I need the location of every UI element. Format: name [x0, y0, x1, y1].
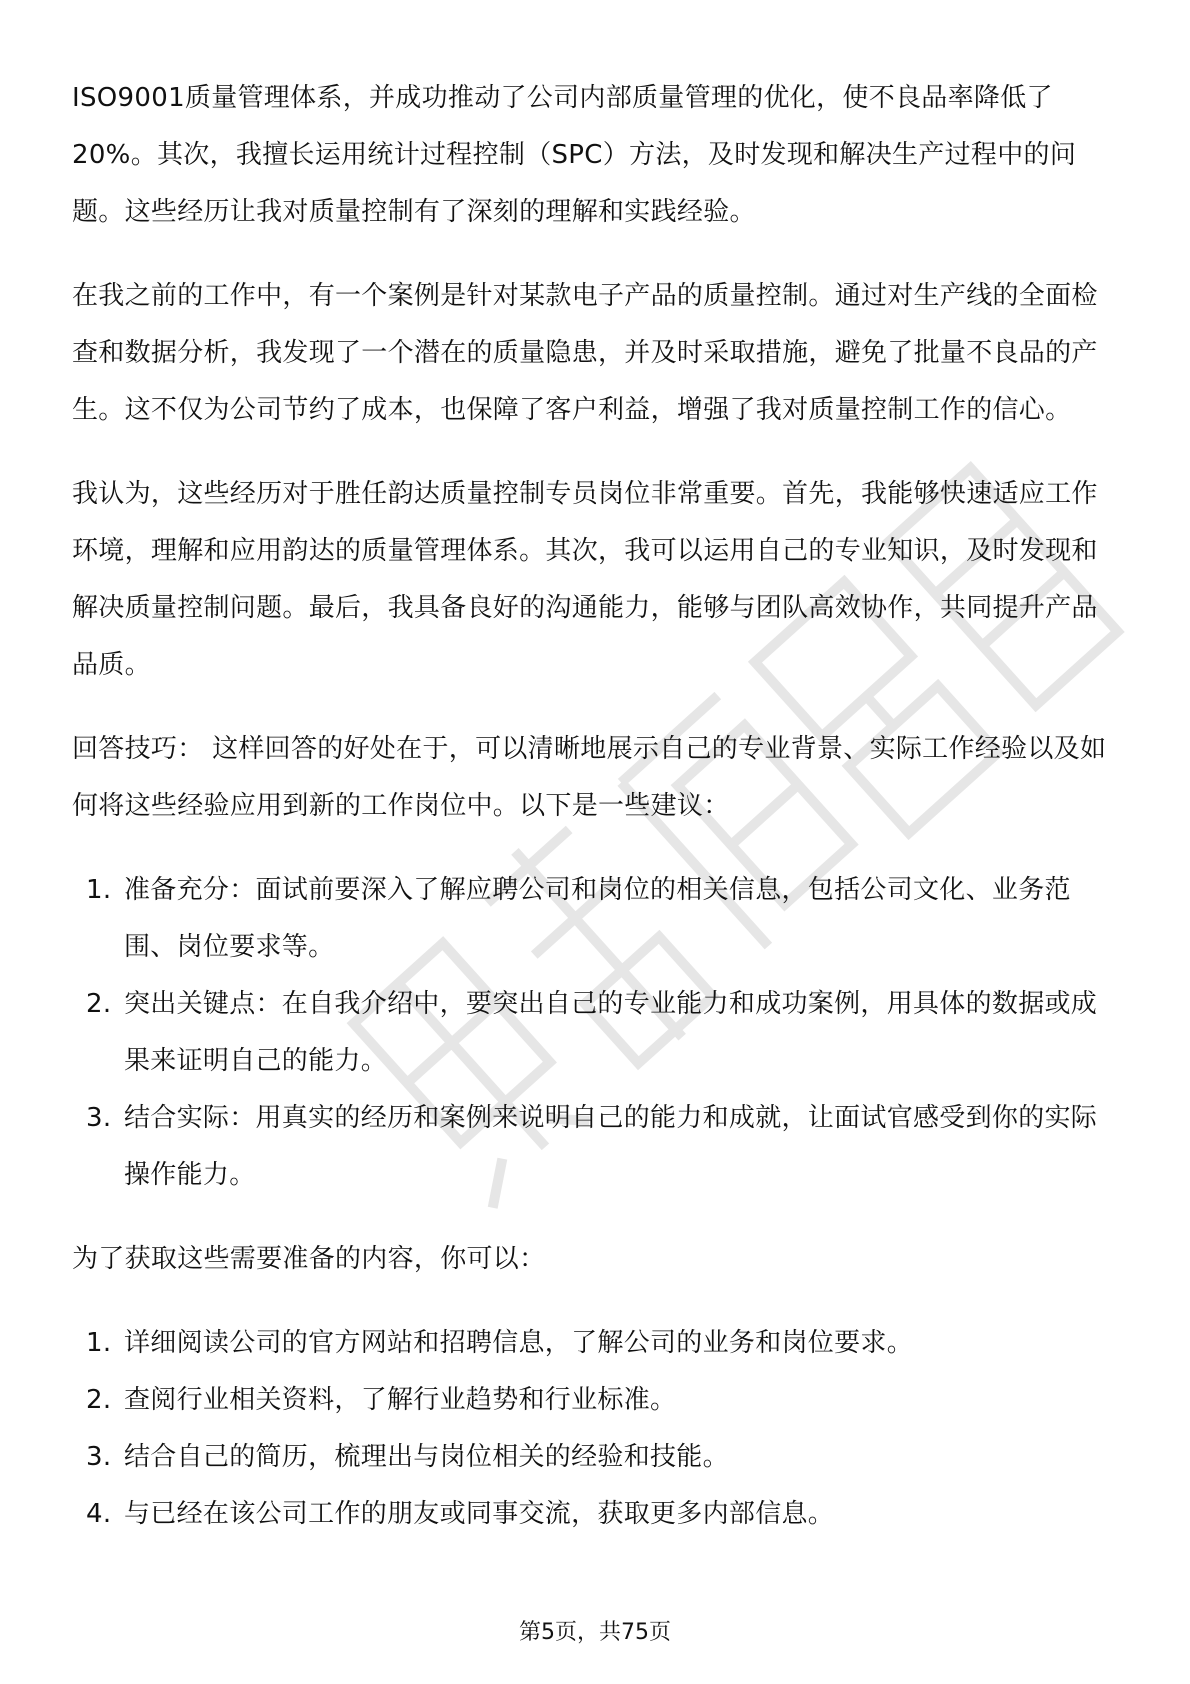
tips-list [72, 862, 1122, 1204]
list-item-text: 详细阅读公司的官方网站和招聘信息，了解公司的业务和岗位要求。 [124, 1328, 914, 1358]
list-item-number: 1. [86, 875, 112, 905]
list-item-number: 1. [86, 1328, 112, 1358]
paragraph-case-study: 在我之前的工作中，有一个案例是针对某款电子产品的质量控制。通过对生产线的全面检查和数据分析，我发现了一个潜在的质量隐患，并及时采取措施，避免了批量不良品的产生。这不仅为公司节约了成本，也保障了客户利益，增强了我对质量控制工作的信心。 [72, 281, 1098, 425]
list-item [72, 1429, 1122, 1486]
prep-list [72, 1315, 1122, 1543]
list-item-text: 结合实际：用真实的经历和案例来说明自己的能力和成就，让面试官感受到你的实际操作能力。 [124, 1103, 1098, 1190]
paragraph-answer-tips: 回答技巧： 这样回答的好处在于，可以清晰地展示自己的专业背景、实际工作经验以及如何将这些经验应用到新的工作岗位中。以下是一些建议： [72, 734, 1107, 821]
document-body [72, 70, 1122, 1570]
list-item-number: 3. [86, 1442, 112, 1472]
list-item-number: 2. [86, 989, 112, 1019]
list-item [72, 1372, 1122, 1429]
page-number-footer: 第5页，共75页 [519, 1620, 671, 1645]
list-item-text: 结合自己的简历，梳理出与岗位相关的经验和技能。 [124, 1442, 729, 1472]
list-item [72, 1315, 1122, 1372]
paragraph-relevance: 我认为，这些经历对于胜任韵达质量控制专员岗位非常重要。首先，我能够快速适应工作环境，理解和应用韵达的质量管理体系。其次，我可以运用自己的专业知识，及时发现和解决质量控制问题。最后，我具备良好的沟通能力，能够与团队高效协作，共同提升产品品质。 [72, 479, 1098, 680]
list-item-number: 3. [86, 1103, 112, 1133]
list-item-number: 4. [86, 1499, 112, 1529]
list-item-text: 查阅行业相关资料，了解行业趋势和行业标准。 [124, 1385, 677, 1415]
list-item [72, 1486, 1122, 1543]
list-item [72, 862, 1122, 976]
list-item-text: 与已经在该公司工作的朋友或同事交流，获取更多内部信息。 [124, 1499, 835, 1529]
list-item-text: 突出关键点：在自我介绍中，要突出自己的专业能力和成功案例，用具体的数据或成果来证明自己的能力。 [124, 989, 1098, 1076]
paragraph-experience-intro: ISO9001质量管理体系，并成功推动了公司内部质量管理的优化，使不良品率降低了20%。其次，我擅长运用统计过程控制（SPC）方法，及时发现和解决生产过程中的问题。这些经历让我对质量控制有了深刻的理解和实践经验。 [72, 83, 1077, 227]
list-item-text: 准备充分：面试前要深入了解应聘公司和岗位的相关信息，包括公司文化、业务范围、岗位要求等。 [124, 875, 1071, 962]
list-item [72, 976, 1122, 1090]
list-item-number: 2. [86, 1385, 112, 1415]
list-item [72, 1090, 1122, 1204]
paragraph-prep-intro: 为了获取这些需要准备的内容，你可以： [72, 1244, 546, 1274]
